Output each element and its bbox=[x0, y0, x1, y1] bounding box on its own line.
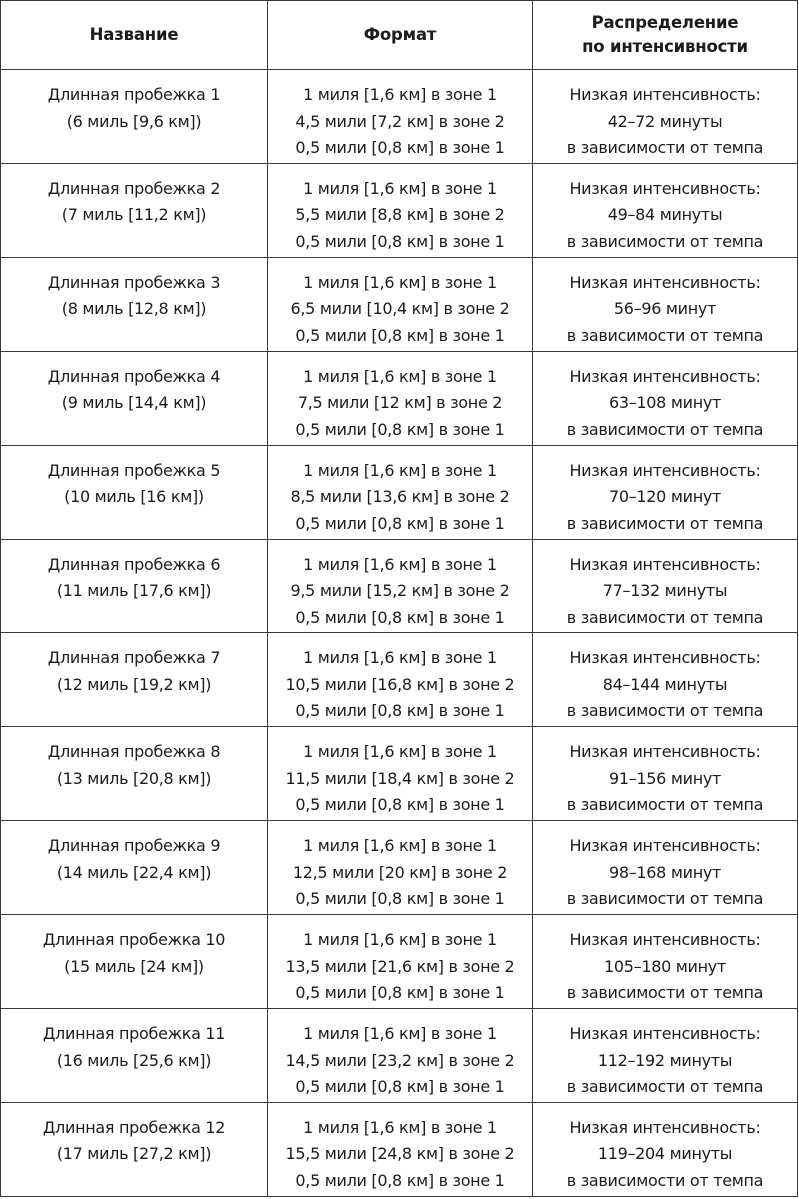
run-name: Длинная пробежка 3 bbox=[47, 272, 221, 292]
format-line: 1 миля [1,6 км] в зоне 1 bbox=[303, 836, 497, 856]
intensity-line: 98–168 минут bbox=[608, 862, 722, 882]
intensity-line: Низкая интенсивность: bbox=[569, 836, 761, 856]
format-line: 0,5 мили [0,8 км] в зоне 1 bbox=[295, 419, 505, 439]
cell-format bbox=[268, 915, 533, 1009]
format-line: 0,5 мили [0,8 км] в зоне 1 bbox=[295, 701, 505, 721]
intensity-line: 91–156 минут bbox=[608, 768, 722, 788]
format-line: 11,5 мили [18,4 км] в зоне 2 bbox=[285, 768, 515, 788]
intensity-line: 63–108 минут bbox=[608, 393, 722, 413]
header-name-text: Название bbox=[89, 25, 179, 44]
cell-format bbox=[268, 821, 533, 915]
header-format-text: Формат bbox=[363, 25, 437, 44]
intensity-line: Низкая интенсивность: bbox=[569, 1117, 761, 1137]
run-name: Длинная пробежка 9 bbox=[47, 836, 221, 856]
format-line: 6,5 мили [10,4 км] в зоне 2 bbox=[290, 299, 510, 319]
run-name: Длинная пробежка 6 bbox=[47, 554, 221, 574]
table-header bbox=[1, 1, 798, 70]
intensity-line: 105–180 минут bbox=[604, 956, 726, 976]
cell-name bbox=[1, 163, 268, 257]
table-row bbox=[1, 163, 798, 257]
format-line: 1 миля [1,6 км] в зоне 1 bbox=[303, 178, 497, 198]
intensity-line: в зависимости от темпа bbox=[566, 1077, 764, 1097]
run-name: Длинная пробежка 10 bbox=[42, 930, 226, 950]
intensity-line: 84–144 минуты bbox=[602, 674, 728, 694]
intensity-line: 77–132 минуты bbox=[602, 581, 728, 601]
table-row bbox=[1, 70, 798, 164]
intensity-line: в зависимости от темпа bbox=[566, 138, 764, 157]
intensity-line: в зависимости от темпа bbox=[566, 1170, 764, 1190]
format-line: 0,5 мили [0,8 км] в зоне 1 bbox=[295, 513, 505, 533]
intensity-line: 42–72 минуты bbox=[607, 111, 723, 131]
cell-format bbox=[268, 257, 533, 351]
format-line: 10,5 мили [16,8 км] в зоне 2 bbox=[285, 674, 515, 694]
cell-name bbox=[1, 351, 268, 445]
format-line: 0,5 мили [0,8 км] в зоне 1 bbox=[295, 607, 505, 627]
intensity-line: в зависимости от темпа bbox=[566, 889, 764, 909]
intensity-line: в зависимости от темпа bbox=[566, 607, 764, 627]
intensity-line: Низкая интенсивность: bbox=[569, 930, 761, 950]
cell-name bbox=[1, 1009, 268, 1103]
format-line: 5,5 мили [8,8 км] в зоне 2 bbox=[295, 205, 505, 225]
run-distance: (16 миль [25,6 км]) bbox=[56, 1050, 212, 1070]
format-line: 9,5 мили [15,2 км] в зоне 2 bbox=[290, 581, 510, 601]
run-name: Длинная пробежка 7 bbox=[47, 648, 221, 668]
run-distance: (7 миль [11,2 км]) bbox=[61, 205, 207, 225]
format-line: 1 миля [1,6 км] в зоне 1 bbox=[303, 460, 497, 480]
intensity-line: в зависимости от темпа bbox=[566, 231, 764, 251]
run-name: Длинная пробежка 8 bbox=[47, 742, 221, 762]
header-name bbox=[1, 1, 268, 70]
run-distance: (17 миль [27,2 км]) bbox=[56, 1144, 212, 1164]
cell-name bbox=[1, 727, 268, 821]
table-body bbox=[1, 70, 798, 1197]
intensity-line: Низкая интенсивность: bbox=[569, 648, 761, 668]
format-line: 15,5 мили [24,8 км] в зоне 2 bbox=[285, 1144, 515, 1164]
cell-name bbox=[1, 257, 268, 351]
cell-format bbox=[268, 445, 533, 539]
format-line: 1 миля [1,6 км] в зоне 1 bbox=[303, 930, 497, 950]
cell-intensity bbox=[533, 163, 798, 257]
table-row bbox=[1, 351, 798, 445]
intensity-line: в зависимости от темпа bbox=[566, 701, 764, 721]
format-line: 1 миля [1,6 км] в зоне 1 bbox=[303, 366, 497, 386]
format-line: 1 миля [1,6 км] в зоне 1 bbox=[303, 85, 497, 104]
run-distance: (8 миль [12,8 км]) bbox=[61, 299, 207, 319]
table-row bbox=[1, 915, 798, 1009]
intensity-line: Низкая интенсивность: bbox=[569, 178, 761, 198]
intensity-line: в зависимости от темпа bbox=[566, 325, 764, 345]
cell-format bbox=[268, 163, 533, 257]
table-row bbox=[1, 821, 798, 915]
intensity-line: Низкая интенсивность: bbox=[569, 460, 761, 480]
run-distance: (15 миль [24 км]) bbox=[64, 956, 204, 976]
format-line: 14,5 мили [23,2 км] в зоне 2 bbox=[285, 1050, 515, 1070]
intensity-line: Низкая интенсивность: bbox=[569, 1024, 761, 1044]
run-name: Длинная пробежка 4 bbox=[47, 366, 221, 386]
format-line: 4,5 мили [7,2 км] в зоне 2 bbox=[295, 111, 505, 131]
run-name: Длинная пробежка 1 bbox=[47, 85, 221, 104]
intensity-line: 119–204 минуты bbox=[597, 1144, 733, 1164]
intensity-line: 49–84 минуты bbox=[607, 205, 723, 225]
intensity-line: в зависимости от темпа bbox=[566, 983, 764, 1003]
intensity-line: 70–120 минут bbox=[608, 487, 722, 507]
intensity-line: 56–96 минут bbox=[613, 299, 717, 319]
format-line: 0,5 мили [0,8 км] в зоне 1 bbox=[295, 138, 505, 157]
cell-name bbox=[1, 821, 268, 915]
format-line: 0,5 мили [0,8 км] в зоне 1 bbox=[295, 795, 505, 815]
cell-intensity bbox=[533, 1009, 798, 1103]
run-distance: (10 миль [16 км]) bbox=[64, 487, 204, 507]
cell-intensity bbox=[533, 1102, 798, 1196]
header-row bbox=[1, 1, 798, 70]
format-line: 12,5 мили [20 км] в зоне 2 bbox=[292, 862, 508, 882]
run-name: Длинная пробежка 11 bbox=[42, 1024, 226, 1044]
intensity-line: в зависимости от темпа bbox=[566, 795, 764, 815]
cell-intensity bbox=[533, 915, 798, 1009]
cell-format bbox=[268, 351, 533, 445]
cell-name bbox=[1, 633, 268, 727]
intensity-line: Низкая интенсивность: bbox=[569, 742, 761, 762]
cell-format bbox=[268, 1102, 533, 1196]
run-distance: (14 миль [22,4 км]) bbox=[56, 862, 212, 882]
intensity-line: 112–192 минуты bbox=[597, 1050, 733, 1070]
cell-intensity bbox=[533, 257, 798, 351]
cell-intensity bbox=[533, 727, 798, 821]
format-line: 1 миля [1,6 км] в зоне 1 bbox=[303, 1117, 497, 1137]
cell-name bbox=[1, 539, 268, 633]
cell-intensity bbox=[533, 351, 798, 445]
table-row bbox=[1, 633, 798, 727]
cell-name bbox=[1, 915, 268, 1009]
run-name: Длинная пробежка 5 bbox=[47, 460, 221, 480]
table-row bbox=[1, 1102, 798, 1196]
format-line: 8,5 мили [13,6 км] в зоне 2 bbox=[290, 487, 510, 507]
format-line: 13,5 мили [21,6 км] в зоне 2 bbox=[285, 956, 515, 976]
format-line: 1 миля [1,6 км] в зоне 1 bbox=[303, 742, 497, 762]
intensity-line: Низкая интенсивность: bbox=[569, 554, 761, 574]
format-line: 1 миля [1,6 км] в зоне 1 bbox=[303, 648, 497, 668]
format-line: 0,5 мили [0,8 км] в зоне 1 bbox=[295, 983, 505, 1003]
table-row bbox=[1, 539, 798, 633]
format-line: 0,5 мили [0,8 км] в зоне 1 bbox=[295, 1077, 505, 1097]
cell-intensity bbox=[533, 539, 798, 633]
cell-format bbox=[268, 727, 533, 821]
run-name: Длинная пробежка 2 bbox=[47, 178, 221, 198]
cell-format bbox=[268, 633, 533, 727]
format-line: 1 миля [1,6 км] в зоне 1 bbox=[303, 554, 497, 574]
run-distance: (9 миль [14,4 км]) bbox=[61, 393, 207, 413]
cell-intensity bbox=[533, 70, 798, 164]
cell-intensity bbox=[533, 821, 798, 915]
cell-format bbox=[268, 539, 533, 633]
cell-name bbox=[1, 445, 268, 539]
run-distance: (11 миль [17,6 км]) bbox=[56, 581, 212, 601]
cell-intensity bbox=[533, 633, 798, 727]
format-line: 1 миля [1,6 км] в зоне 1 bbox=[303, 1024, 497, 1044]
format-line: 0,5 мили [0,8 км] в зоне 1 bbox=[295, 231, 505, 251]
format-line: 0,5 мили [0,8 км] в зоне 1 bbox=[295, 1170, 505, 1190]
format-line: 1 миля [1,6 км] в зоне 1 bbox=[303, 272, 497, 292]
intensity-line: Низкая интенсивность: bbox=[569, 272, 761, 292]
cell-format bbox=[268, 1009, 533, 1103]
run-name: Длинная пробежка 12 bbox=[42, 1117, 226, 1137]
header-intensity-line1: Распределение bbox=[591, 13, 739, 32]
format-line: 0,5 мили [0,8 км] в зоне 1 bbox=[295, 325, 505, 345]
intensity-line: Низкая интенсивность: bbox=[569, 366, 761, 386]
intensity-line: в зависимости от темпа bbox=[566, 513, 764, 533]
header-intensity bbox=[533, 1, 798, 70]
cell-name bbox=[1, 1102, 268, 1196]
run-distance: (6 миль [9,6 км]) bbox=[66, 111, 202, 131]
intensity-line: в зависимости от темпа bbox=[566, 419, 764, 439]
format-line: 7,5 мили [12 км] в зоне 2 bbox=[297, 393, 503, 413]
cell-format bbox=[268, 70, 533, 164]
format-line: 0,5 мили [0,8 км] в зоне 1 bbox=[295, 889, 505, 909]
header-intensity-line2: по интенсивности bbox=[582, 37, 748, 56]
header-format bbox=[268, 1, 533, 70]
cell-name bbox=[1, 70, 268, 164]
table-row bbox=[1, 257, 798, 351]
run-distance: (13 миль [20,8 км]) bbox=[56, 768, 212, 788]
run-distance: (12 миль [19,2 км]) bbox=[56, 674, 212, 694]
table-row bbox=[1, 727, 798, 821]
cell-intensity bbox=[533, 445, 798, 539]
table-row bbox=[1, 445, 798, 539]
table-row bbox=[1, 1009, 798, 1103]
intensity-line: Низкая интенсивность: bbox=[569, 85, 761, 104]
